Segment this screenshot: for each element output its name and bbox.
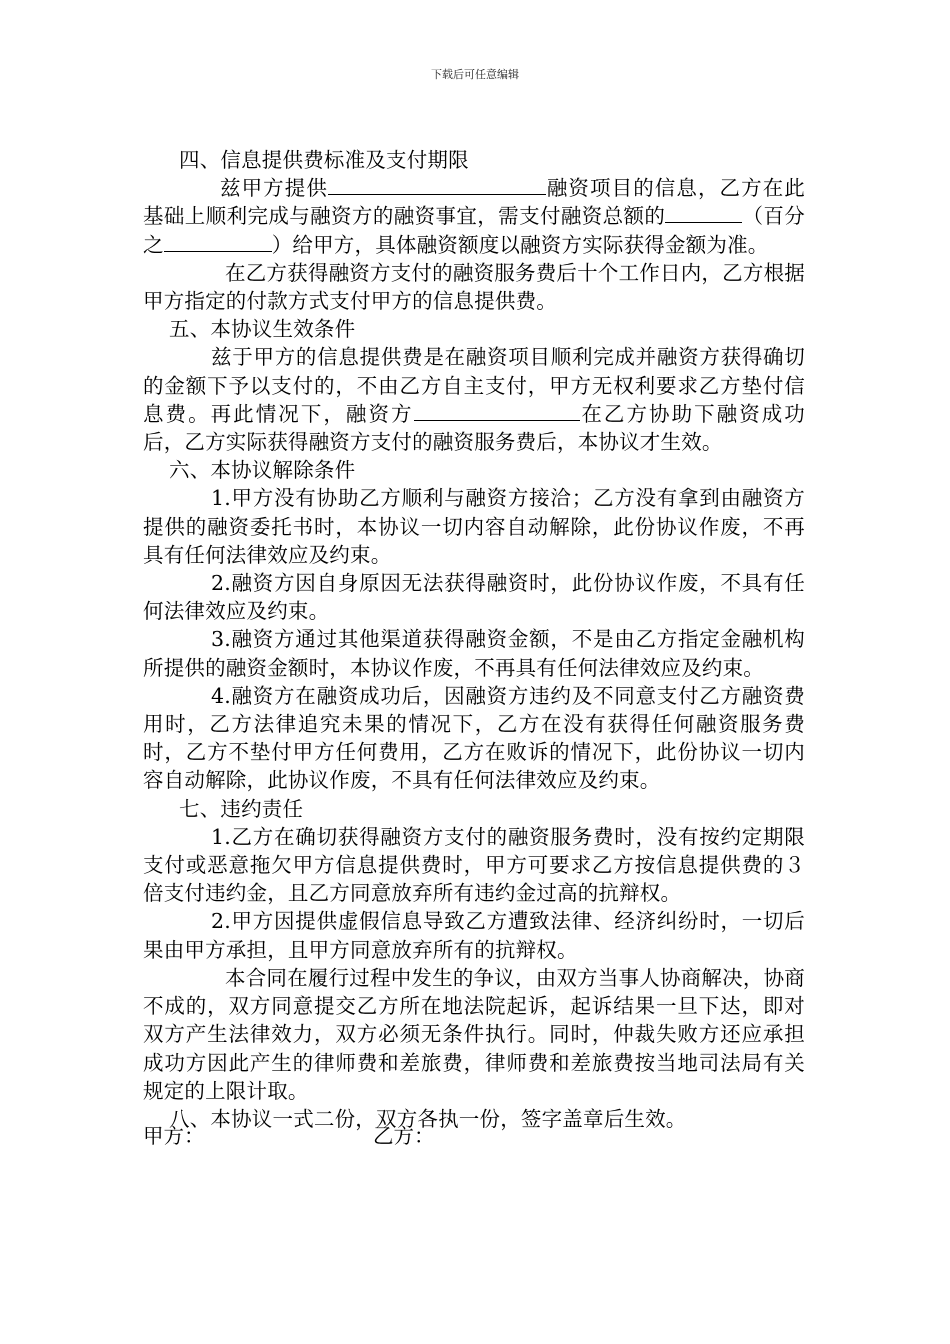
section-6-item-3: 3.融资方通过其他渠道获得融资金额，不是由乙方指定金融机构所提供的融资金额时，本协议作废，不再具有任何法律效应及约束。 <box>143 627 805 680</box>
section-7-paragraph-3: 本合同在履行过程中发生的争议，由双方当事人协商解决，协商不成的，双方同意提交乙方所在地法院起诉，起诉结果一旦下达，即对双方产生法律效力，双方必须无条件执行。同时，仲裁失败方还应承担成功方因此产生的律师费和差旅费，律师费和差旅费按当地司法局有关规定的上限计取。 <box>143 965 805 1103</box>
section-8-title: 八、本协议一式二份，双方各执一份，签字盖章后生效。 <box>169 1106 687 1131</box>
party-b-signature-label: 乙方： <box>373 1124 435 1148</box>
page-header: 下载后可任意编辑 <box>431 68 519 81</box>
party-a-signature-label: 甲方： <box>143 1124 205 1148</box>
section-4-paragraph-1 <box>143 174 805 259</box>
section-5-paragraph <box>143 343 805 456</box>
section-6-item-1: 1.甲方没有协助乙方顺利与融资方接洽；乙方没有拿到由融资方提供的融资委托书时，本协议一切内容自动解除，此份协议作废，不再具有任何法律效应及约束。 <box>143 486 805 567</box>
section-5-title: 五、本协议生效条件 <box>169 317 356 342</box>
project-name-blank[interactable] <box>328 175 546 195</box>
section-4-paragraph-2: 在乙方获得融资方支付的融资服务费后十个工作日内，乙方根据甲方指定的付款方式支付甲方的信息提供费。 <box>143 260 805 314</box>
section-7-title: 七、违约责任 <box>179 796 304 821</box>
section-4-title: 四、信息提供费标准及支付期限 <box>179 148 469 172</box>
financier-blank[interactable] <box>414 401 580 421</box>
financing-total-blank[interactable] <box>665 203 742 223</box>
section-4-text-c: （百分之 <box>143 204 805 257</box>
section-6-item-2: 2.融资方因自身原因无法获得融资时，此份协议作废，不具有任何法律效应及约束。 <box>143 571 805 624</box>
section-7-item-1: 1.乙方在确切获得融资方支付的融资服务费时，没有按约定期限支付或恶意拖欠甲方信息提供费时，甲方可要求乙方按信息提供费的３倍支付违约金，且乙方同意放弃所有违约金过高的抗辩权。 <box>143 824 805 906</box>
section-5-text-a: 兹于甲方的信息提供费是在融资项目顺利完成并融资方获得确切的金额下予以支付的，不由乙方自主支付，甲方无权利要求乙方垫付信息费。再此情况下，融资方 <box>143 345 805 426</box>
contract-body <box>143 146 805 1133</box>
section-5-text-b: 在乙方协助下融资成功后，乙方实际获得融资方支付的融资服务费后，本协议才生效。 <box>143 401 805 455</box>
section-4-text-d: ）给甲方，具体融资额度以融资方实际获得金额为准。 <box>271 232 769 257</box>
section-4-text-a: 兹甲方提供 <box>220 176 328 201</box>
section-7-item-2: 2.甲方因提供虚假信息导致乙方遭致法律、经济纠纷时，一切后果由甲方承担，且甲方同意放弃所有的抗辩权。 <box>143 909 805 962</box>
percentage-blank[interactable] <box>164 232 272 252</box>
section-4-text-b: 融资项目的信息，乙方在此基础上顺利完成与融资方的融资事宜，需支付融资总额的 <box>143 176 806 229</box>
section-6-title: 六、本协议解除条件 <box>169 458 356 483</box>
section-6-item-4: 4.融资方在融资成功后，因融资方违约及不同意支付乙方融资费用时，乙方法律追究未果的情况下，乙方在没有获得任何融资服务费时，乙方不垫付甲方任何费用，乙方在败诉的情况下，此份协议一切内容自动解除，此协议作废，不具有任何法律效应及约束。 <box>143 683 805 793</box>
